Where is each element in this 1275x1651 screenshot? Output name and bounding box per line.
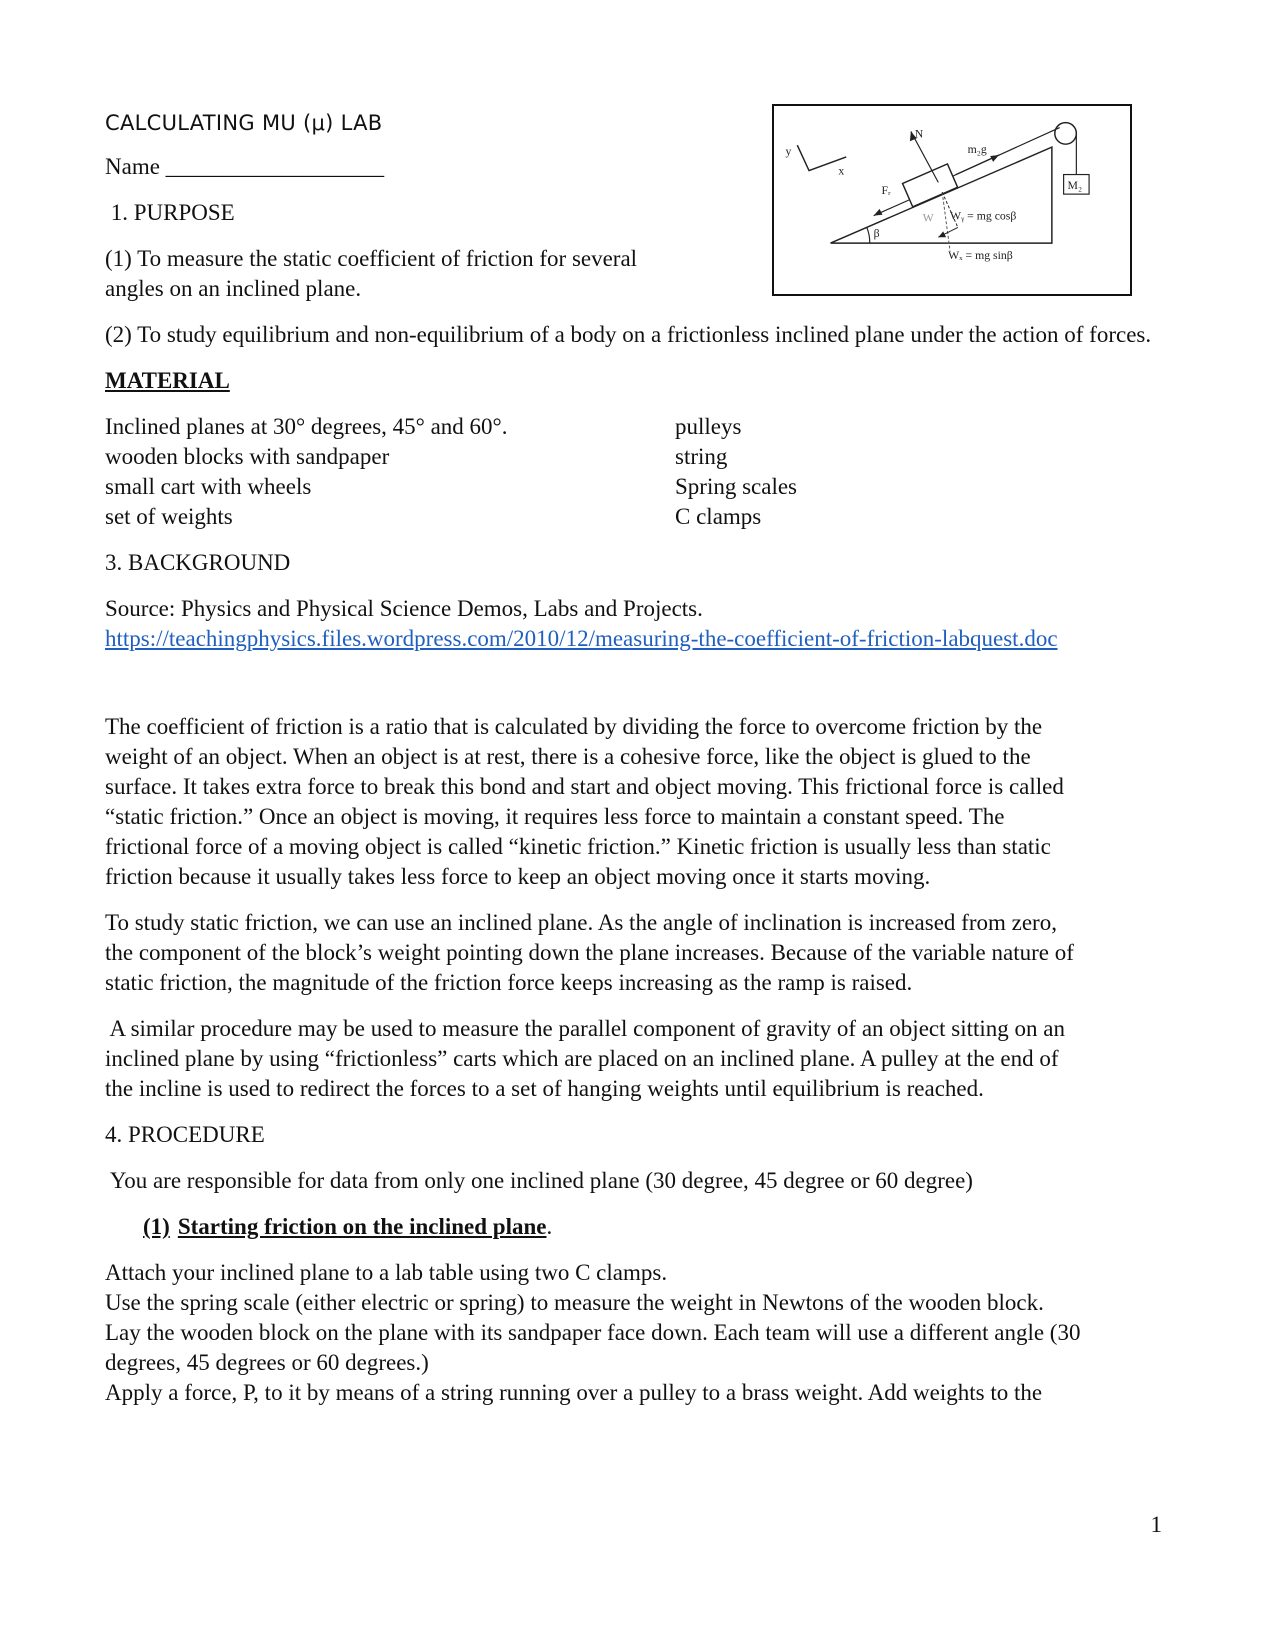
procedure-intro: You are responsible for data from only one inclined plane (30 degree, 45 degree or 60 degree) (105, 1168, 973, 1193)
axis-x-label: x (838, 164, 845, 178)
text-line: static friction, the magnitude of the friction force keeps increasing as the ramp is raised. (105, 970, 913, 995)
materials-list (105, 412, 1180, 532)
material-item: Spring scales (675, 474, 798, 499)
background-paragraph-2 (105, 908, 1180, 998)
text-line: weight of an object. When an object is at rest, there is a cohesive force, like the object is glued to the (105, 744, 1031, 769)
arrowhead-icon (990, 155, 999, 162)
text-line: Apply a force, P, to it by means of a string running over a pulley to a brass weight. Add weights to the (105, 1380, 1043, 1405)
text-line: the incline is used to redirect the forces to a set of hanging weights until equilibrium is reached. (105, 1076, 984, 1101)
text-line: To study static friction, we can use an inclined plane. As the angle of inclination is increased from zero, (105, 910, 1057, 935)
background-paragraph-1 (105, 712, 1180, 892)
material-heading: MATERIAL (105, 368, 230, 393)
tension-label: m₂g (967, 143, 987, 156)
normal-force-label: N (914, 127, 924, 141)
purpose-item-2: (2) To study equilibrium and non-equilibrium of a body on a frictionless inclined plane under the action of forces. (105, 322, 1152, 347)
material-item: small cart with wheels (105, 474, 312, 499)
material-item: pulleys (675, 414, 742, 439)
purpose-item-1: (1) To measure the static coefficient of friction for several angles on an inclined plane. (105, 246, 638, 301)
background-heading: 3. BACKGROUND (105, 550, 291, 575)
materials-right-column (675, 412, 1075, 532)
material-item: string (675, 444, 728, 469)
document-page (105, 108, 1180, 1408)
text-line: A similar procedure may be used to measure the parallel component of gravity of an object sitting on an (105, 1016, 1065, 1041)
angle-label: β (873, 227, 880, 241)
material-item: Inclined planes at 30° degrees, 45° and 60°. (105, 414, 508, 439)
material-item: set of weights (105, 504, 233, 529)
procedure-subheading-1 (105, 1212, 1180, 1242)
text-line: Use the spring scale (either electric or spring) to measure the weight in Newtons of the wooden block. (105, 1290, 1044, 1315)
subheading-period: . (546, 1214, 553, 1239)
weight-label: W (922, 211, 934, 225)
text-line: friction because it usually takes less force to keep an object moving once it starts moving. (105, 864, 931, 889)
source-block (105, 594, 1180, 654)
wy-label: Wᵧ = mg cosβ (950, 209, 1017, 223)
mass-label: M₂ (1067, 179, 1083, 193)
pulley-icon (1055, 123, 1077, 145)
text-line: “static friction.” Once an object is moving, it requires less force to maintain a constant speed. The (105, 804, 1005, 829)
weight-line (942, 192, 950, 251)
text-line: Attach your inclined plane to a lab table using two C clamps. (105, 1260, 668, 1285)
page-title: CALCULATING MU (μ) LAB (105, 111, 383, 135)
angle-arc (867, 227, 870, 243)
text-line: Lay the wooden block on the plane with its sandpaper face down. Each team will use a different angle (30 (105, 1320, 1081, 1345)
friction-label: Fᵣ (881, 184, 891, 198)
name-line: Name ___________________ (105, 154, 385, 179)
text-line: surface. It takes extra force to break this bond and start and object moving. This frictional force is called (105, 774, 1064, 799)
inclined-plane-diagram (772, 104, 1132, 296)
procedure-heading: 4. PROCEDURE (105, 1122, 265, 1147)
page-number: 1 (1150, 1512, 1162, 1537)
material-item: wooden blocks with sandpaper (105, 444, 390, 469)
text-line: degrees, 45 degrees or 60 degrees.) (105, 1350, 429, 1375)
material-item: C clamps (675, 504, 762, 529)
text-line: the component of the block’s weight pointing down the plane increases. Because of the variable nature of (105, 940, 1074, 965)
subheading-number: (1) (143, 1214, 170, 1239)
free-body-diagram (774, 106, 1130, 294)
wx-label: Wₓ = mg sinβ (948, 248, 1013, 262)
source-line: Source: Physics and Physical Science Demos, Labs and Projects. (105, 596, 703, 621)
text-line: The coefficient of friction is a ratio that is calculated by dividing the force to overcome friction by the (105, 714, 1043, 739)
arrowhead-icon (874, 209, 883, 216)
text-line: frictional force of a moving object is called “kinetic friction.” Kinetic friction is usually less than static (105, 834, 1051, 859)
materials-left-column (105, 412, 675, 532)
procedure-steps (105, 1258, 1180, 1408)
purpose-heading: 1. PURPOSE (105, 200, 235, 225)
source-link[interactable]: https://teachingphysics.files.wordpress.com/2010/12/measuring-the-coefficient-of-friction-labquest.doc (105, 626, 1058, 651)
text-line: inclined plane by using “frictionless” carts which are placed on an inclined plane. A pulley at the end of (105, 1046, 1059, 1071)
axis-y-label: y (785, 144, 792, 158)
background-paragraph-3 (105, 1014, 1180, 1104)
subheading-text: Starting friction on the inclined plane (177, 1214, 547, 1239)
